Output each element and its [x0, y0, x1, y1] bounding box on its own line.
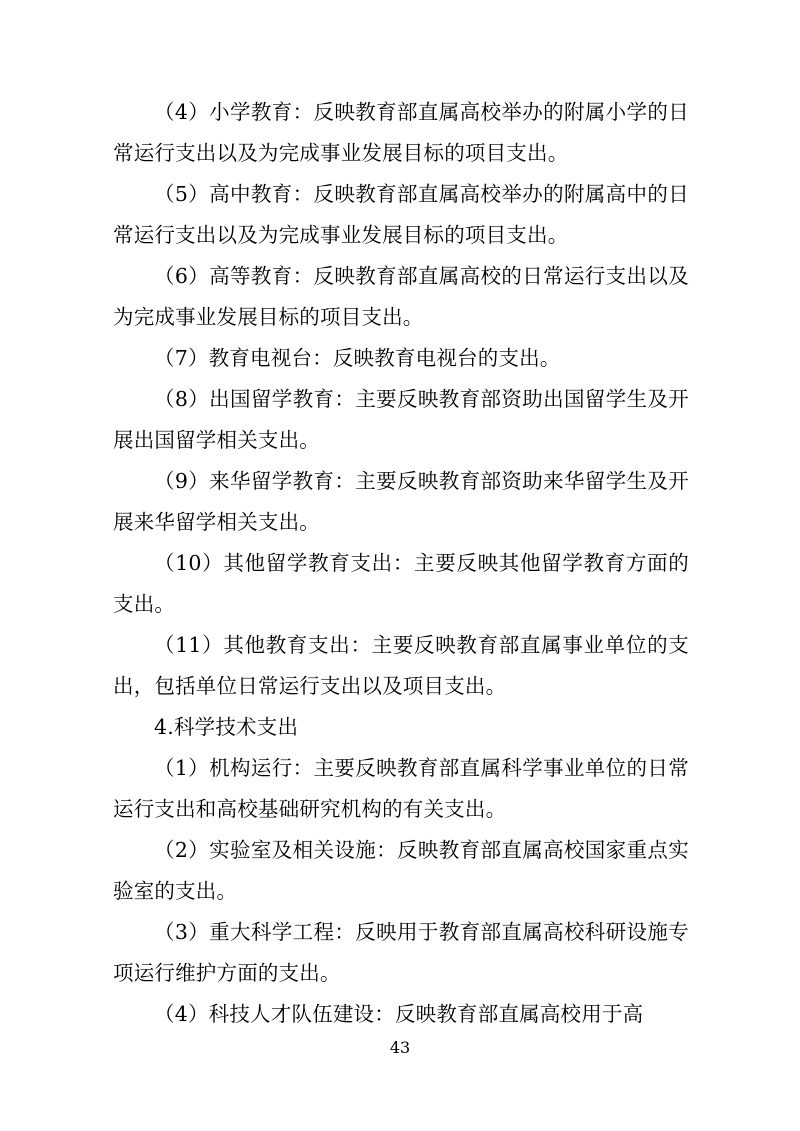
paragraph: （3）重大科学工程：反映用于教育部直属高校科研设施专项运行维护方面的支出。	[113, 920, 689, 985]
paragraph: （8）出国留学教育：主要反映教育部资助出国留学生及开展出国留学相关支出。	[113, 387, 689, 452]
paragraph: （11）其他教育支出：主要反映教育部直属事业单位的支出，包括单位日常运行支出以及项目支出。	[113, 633, 689, 698]
paragraph: （2）实验室及相关设施：反映教育部直属高校国家重点实验室的支出。	[113, 838, 689, 903]
paragraph: （4）科技人才队伍建设：反映教育部直属高校用于高	[154, 1002, 644, 1026]
paragraph: （4）小学教育：反映教育部直属高校举办的附属小学的日常运行支出以及为完成事业发展目标的项目支出。	[113, 100, 689, 165]
page-body	[113, 92, 689, 1035]
paragraph: （6）高等教育：反映教育部直属高校的日常运行支出以及为完成事业发展目标的项目支出。	[113, 264, 689, 329]
section-heading: 4.科学技术支出	[154, 715, 299, 739]
paragraph: （7）教育电视台：反映教育电视台的支出。	[154, 346, 561, 370]
paragraph: （1）机构运行：主要反映教育部直属科学事业单位的日常运行支出和高校基础研究机构的有关支出。	[113, 756, 689, 821]
page-number: 43	[389, 1038, 411, 1057]
paragraph: （10）其他留学教育支出：主要反映其他留学教育方面的支出。	[113, 551, 689, 616]
paragraph: （5）高中教育：反映教育部直属高校举办的附属高中的日常运行支出以及为完成事业发展目标的项目支出。	[113, 182, 689, 247]
paragraph: （9）来华留学教育：主要反映教育部资助来华留学生及开展来华留学相关支出。	[113, 469, 689, 534]
